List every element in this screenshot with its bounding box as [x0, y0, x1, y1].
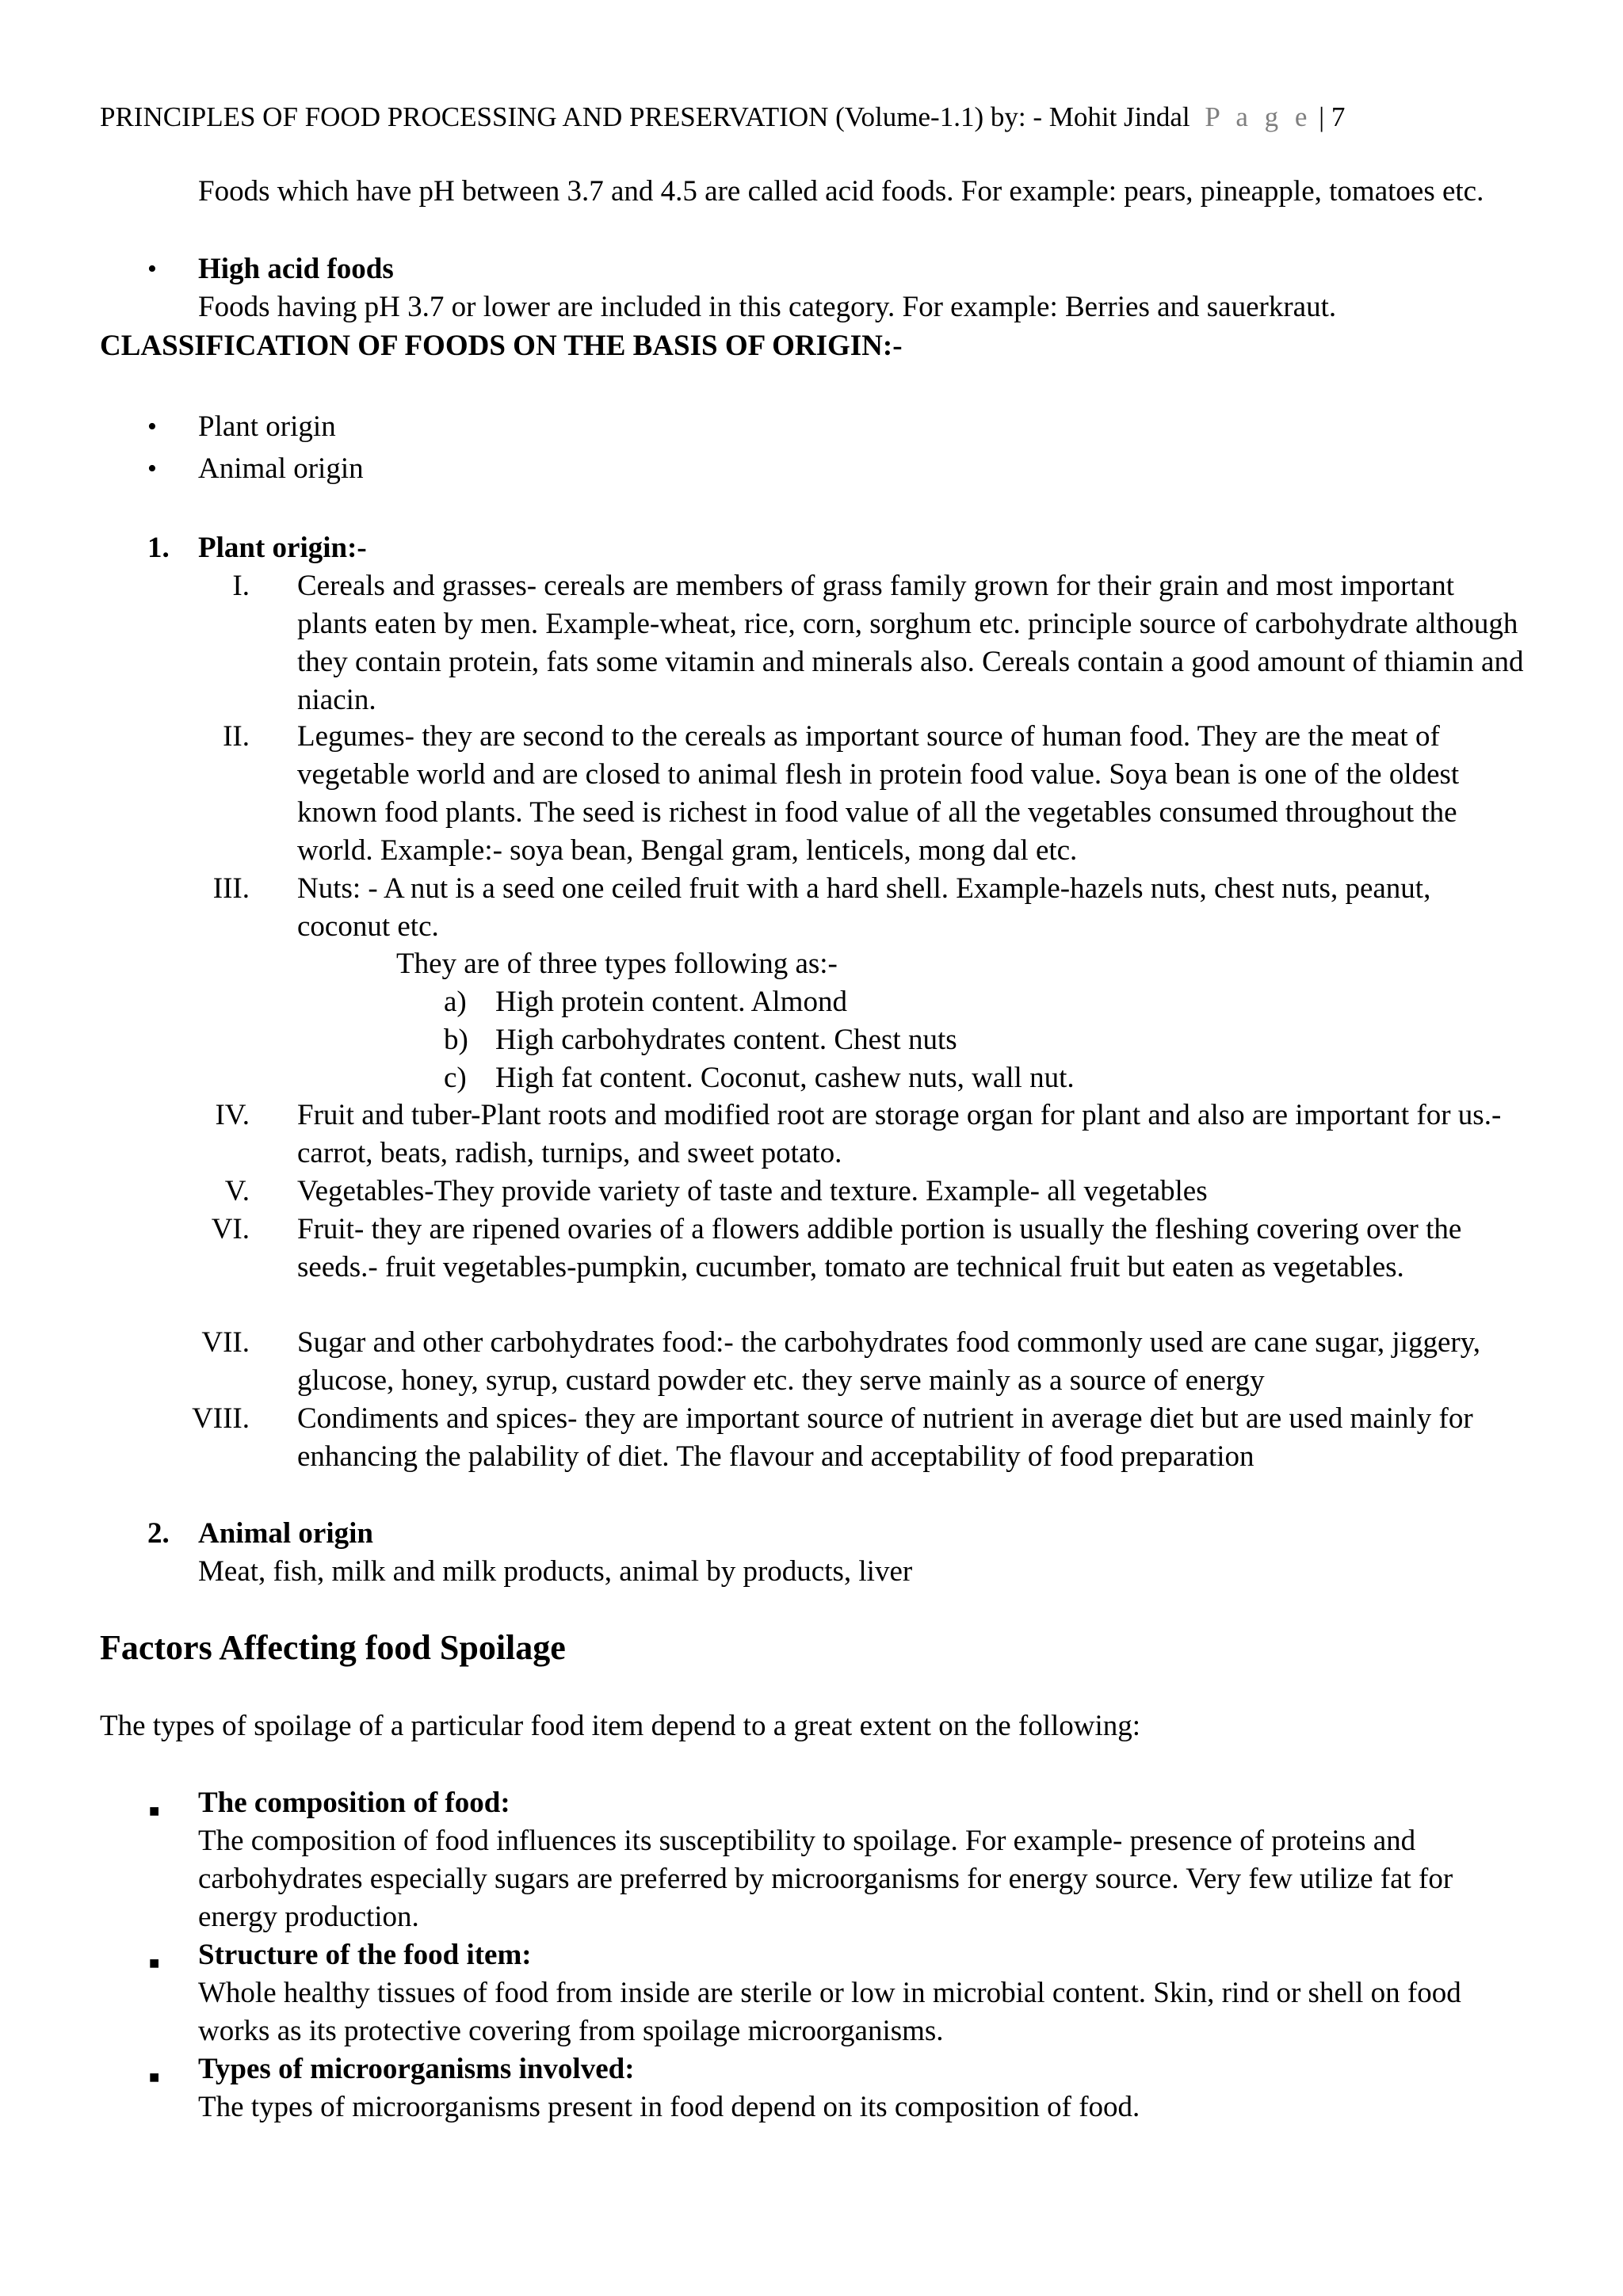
animal-section-heading: Animal origin: [198, 1517, 373, 1550]
spoilage-heading: Factors Affecting food Spoilage: [100, 1628, 566, 1667]
acid-foods-text: Foods which have pH between 3.7 and 4.5 are called acid foods. For example: pears, pineapple, tomatoes etc.: [198, 175, 1484, 208]
bullet-icon: •: [147, 454, 157, 483]
roman-numeral: II.: [223, 720, 250, 753]
spoilage-item-text: The composition of food influences its susceptibility to spoilage. For example- presence of proteins and carbohydrates especially sugars are preferred by microorganisms for energy source. Very few utilize fat for energy production.: [198, 1825, 1453, 1933]
plant-item-text: Condiments and spices- they are important source of nutrient in average diet but are used mainly for enhancing the palability of diet. The flavour and acceptability of food preparation: [297, 1402, 1473, 1473]
bullet-icon: •: [147, 412, 157, 441]
page-header: [100, 98, 1345, 136]
plant-item-text: Fruit and tuber-Plant roots and modified root are storage organ for plant and also are important for us.-carrot, beats, radish, turnips, and sweet potato.: [297, 1099, 1502, 1169]
spoilage-item-heading: Structure of the food item:: [198, 1939, 532, 1971]
roman-numeral: IV.: [215, 1099, 250, 1131]
spoilage-item-text: Whole healthy tissues of food from inside are sterile or low in microbial content. Skin, rind or shell on food works as its protective covering from spoilage microorganisms.: [198, 1977, 1461, 2047]
roman-numeral: III.: [212, 872, 250, 905]
origin-list-item: Animal origin: [198, 452, 364, 485]
spoilage-item-text: The types of microorganisms present in food depend on its composition of food.: [198, 2091, 1140, 2123]
header-page-word: P a g e: [1205, 101, 1312, 132]
square-bullet-icon: ■: [149, 2067, 160, 2087]
plant-item-text: Sugar and other carbohydrates food:- the carbohydrates food commonly used are cane sugar, jiggery, glucose, honey, syrup, custard powder etc. they serve mainly as a source of energy: [297, 1326, 1481, 1397]
plant-item-text: Nuts: - A nut is a seed one ceiled fruit with a hard shell. Example-hazels nuts, chest nuts, peanut, coconut etc.: [297, 872, 1431, 943]
origin-list-item: Plant origin: [198, 410, 336, 443]
nut-type-text: High carbohydrates content. Chest nuts: [495, 1024, 957, 1056]
spoilage-item-heading: The composition of food:: [198, 1787, 510, 1819]
square-bullet-icon: ■: [149, 1801, 160, 1821]
plant-section-number: 1.: [147, 532, 170, 564]
plant-item-text: Legumes- they are second to the cereals as important source of human food. They are the meat of vegetable world and are closed to animal flesh in protein food value. Soya bean is one of the oldest known food plants. The seed is richest in food value of all the vegetables consumed throughout the world. Example:- soya bean, Bengal gram, lenticels, mong dal etc.: [297, 720, 1460, 867]
bullet-icon: •: [147, 254, 157, 284]
plant-item-text: Cereals and grasses- cereals are members of grass family grown for their grain and most important plants eaten by men. Example-wheat, rice, corn, sorghum etc. principle source of carbohydrate although they contain protein, fats some vitamin and minerals also. Cereals contain a good amount of thiamin and niacin.: [297, 570, 1524, 716]
header-page-number: | 7: [1319, 101, 1346, 132]
animal-section-number: 2.: [147, 1517, 170, 1550]
roman-numeral: VI.: [211, 1213, 250, 1245]
plant-item-text: Vegetables-They provide variety of taste and texture. Example- all vegetables: [297, 1175, 1208, 1207]
roman-numeral: I.: [232, 570, 250, 602]
roman-numeral: VIII.: [192, 1402, 250, 1435]
nut-types-intro: They are of three types following as:-: [396, 948, 838, 980]
spoilage-intro: The types of spoilage of a particular food item depend to a great extent on the following:: [100, 1710, 1141, 1742]
plant-section-heading: Plant origin:-: [198, 532, 367, 564]
nut-type-text: High protein content. Almond: [495, 986, 847, 1018]
sub-item-letter: b): [444, 1024, 468, 1056]
plant-item-text: Fruit- they are ripened ovaries of a flowers addible portion is usually the fleshing covering over the seeds.- fruit vegetables-pumpkin, cucumber, tomato are technical fruit but eaten as vegetables.: [297, 1213, 1462, 1283]
sub-item-letter: c): [444, 1062, 467, 1094]
roman-numeral: VII.: [201, 1326, 250, 1359]
nut-type-text: High fat content. Coconut, cashew nuts, wall nut.: [495, 1062, 1075, 1094]
high-acid-text: Foods having pH 3.7 or lower are included in this category. For example: Berries and sauerkraut.: [198, 291, 1337, 323]
animal-section-text: Meat, fish, milk and milk products, animal by products, liver: [198, 1555, 913, 1588]
header-title: PRINCIPLES OF FOOD PROCESSING AND PRESERVATION (Volume-1.1) by: - Mohit Jindal: [100, 101, 1190, 132]
origin-heading: CLASSIFICATION OF FOODS ON THE BASIS OF ORIGIN:-: [100, 330, 903, 362]
square-bullet-icon: ■: [149, 1953, 160, 1973]
high-acid-heading: High acid foods: [198, 253, 394, 285]
roman-numeral: V.: [224, 1175, 250, 1207]
spoilage-item-heading: Types of microorganisms involved:: [198, 2053, 635, 2085]
sub-item-letter: a): [444, 986, 467, 1018]
